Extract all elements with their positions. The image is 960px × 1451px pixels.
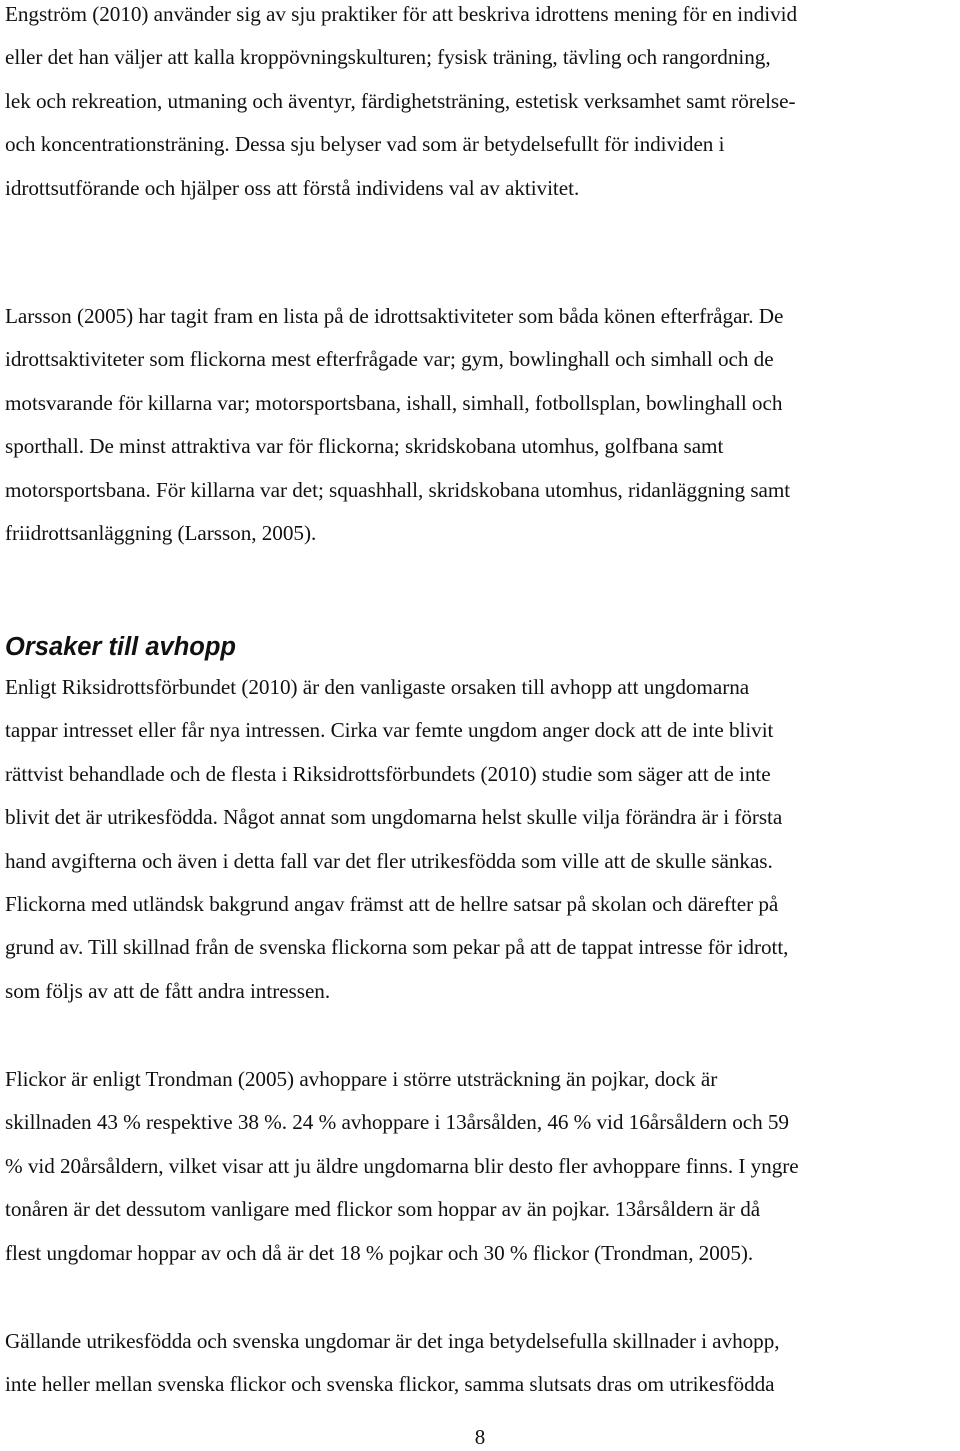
paragraph-utrikesfodda	[5, 1320, 960, 1407]
text-line: motorsportsbana. För killarna var det; squashhall, skridskobana utomhus, ridanläggning samt	[5, 477, 791, 502]
text-line: sporthall. De minst attraktiva var för flickorna; skridskobana utomhus, golfbana samt	[5, 434, 724, 459]
text-line: friidrottsanläggning (Larsson, 2005).	[5, 521, 317, 546]
text-line: skillnaden 43 % respektive 38 %. 24 % avhoppare i 13årsålden, 46 % vid 16årsåldern och 59	[5, 1110, 789, 1135]
text-line: hand avgifterna och även i detta fall var det fler utrikesfödda som ville att de skulle sänkas.	[5, 848, 773, 873]
text-line: tonåren är det dessutom vanligare med flickor som hoppar av än pojkar. 13årsåldern är då	[5, 1197, 761, 1222]
text-line: Flickorna med utländsk bakgrund angav främst att de hellre satsar på skolan och därefter på	[5, 892, 779, 917]
text-line: grund av. Till skillnad från de svenska flickorna som pekar på att de tappat intresse för idrott,	[5, 935, 789, 960]
text-line: som följs av att de fått andra intressen.	[5, 978, 331, 1003]
page-number: 8	[474, 1425, 486, 1449]
text-line: och koncentrationsträning. Dessa sju belyser vad som är betydelsefullt för individen i	[5, 132, 725, 157]
text-line: flest ungdomar hoppar av och då är det 18 % pojkar och 30 % flickor (Trondman, 2005).	[5, 1240, 754, 1265]
text-line: idrottsutförande och hjälper oss att förstå individens val av aktivitet.	[5, 175, 580, 200]
text-line: motsvarande för killarna var; motorsportsbana, ishall, simhall, fotbollsplan, bowlinghall och	[5, 390, 783, 415]
paragraph-larsson	[5, 295, 960, 555]
text-line: blivit det är utrikesfödda. Något annat som ungdomarna helst skulle vilja förändra är i första	[5, 805, 783, 830]
text-line: idrottsaktiviteter som flickorna mest efterfrågade var; gym, bowlinghall och simhall och de	[5, 347, 774, 372]
paragraph-riksidrottsforbundet	[5, 666, 960, 1013]
text-line: rättvist behandlade och de flesta i Riksidrottsförbundets (2010) studie som säger att de inte	[5, 761, 771, 786]
text-line: % vid 20årsåldern, vilket visar att ju äldre ungdomarna blir desto fler avhoppare finns. I yngre	[5, 1153, 799, 1178]
text-line: Flickor är enligt Trondman (2005) avhoppare i större utsträckning än pojkar, dock är	[5, 1067, 718, 1091]
text-line: Engström (2010) använder sig av sju praktiker för att beskriva idrottens mening för en individ	[5, 2, 797, 26]
text-line: tappar intresset eller får nya intressen. Cirka var femte ungdom anger dock att de inte blivit	[5, 718, 774, 743]
text-line: Gällande utrikesfödda och svenska ungdomar är det inga betydelsefulla skillnader i avhopp,	[5, 1329, 780, 1353]
text-line: inte heller mellan svenska flickor och svenska flickor, samma slutsats dras om utrikesfödda	[5, 1372, 775, 1397]
text-line: lek och rekreation, utmaning och äventyr, färdighetsträning, estetisk verksamhet samt rörelse-	[5, 88, 796, 113]
text-line: eller det han väljer att kalla kroppövningskulturen; fysisk träning, tävling och rangordning,	[5, 45, 771, 70]
section-heading: Orsaker till avhopp	[5, 633, 236, 661]
text-line: Enligt Riksidrottsförbundet (2010) är den vanligaste orsaken till avhopp att ungdomarna	[5, 675, 750, 699]
paragraph-trondman	[5, 1058, 960, 1275]
paragraph-engstrom	[5, 0, 960, 210]
text-line: Larsson (2005) har tagit fram en lista på de idrottsaktiviteter som båda könen efterfrågar. De	[5, 304, 784, 328]
